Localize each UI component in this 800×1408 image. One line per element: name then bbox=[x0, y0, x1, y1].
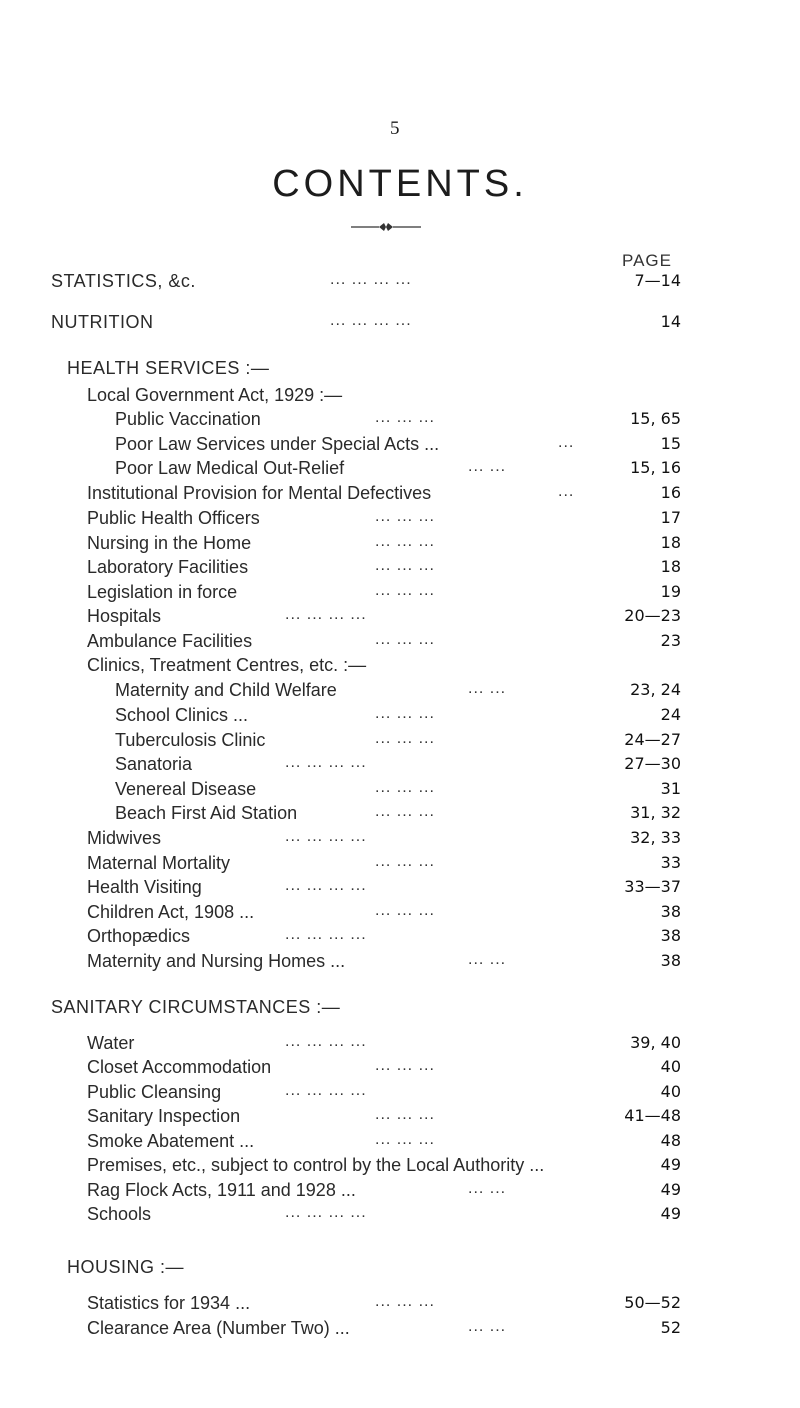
toc-entry-label: Water bbox=[87, 1033, 135, 1053]
leader-dots: ... ... ... ... bbox=[285, 1033, 367, 1050]
toc-entry bbox=[0, 754, 800, 778]
toc-entry-label: Children Act, 1908 ... bbox=[87, 902, 255, 922]
toc-page-ref: 7—14 bbox=[634, 271, 681, 290]
toc-entry bbox=[0, 606, 800, 630]
toc-page-ref: 38 bbox=[660, 951, 681, 970]
leader-dots: ... ... ... bbox=[375, 779, 435, 796]
toc-entry bbox=[0, 655, 800, 679]
toc-entry bbox=[0, 803, 800, 827]
toc-entry bbox=[0, 1318, 800, 1342]
toc-page-ref: 50—52 bbox=[624, 1293, 681, 1312]
toc-entry bbox=[0, 1131, 800, 1155]
leader-dots: ... ... bbox=[468, 1318, 507, 1335]
toc-entry bbox=[0, 853, 800, 877]
leader-dots: ... ... bbox=[468, 458, 507, 475]
leader-dots: ... ... ... ... bbox=[330, 312, 412, 329]
leader-dots: ... ... ... bbox=[375, 557, 435, 574]
toc-page-ref: 49 bbox=[660, 1204, 681, 1223]
leader-dots: ... ... ... ... bbox=[285, 877, 367, 894]
leader-dots: ... ... ... bbox=[375, 582, 435, 599]
toc-entry-label: Maternal Mortality bbox=[87, 853, 231, 873]
toc-section-heading bbox=[0, 358, 800, 382]
toc-page-ref: 23, 24 bbox=[630, 680, 681, 699]
toc-entry bbox=[0, 779, 800, 803]
toc-section-label: HOUSING :— bbox=[67, 1257, 185, 1277]
toc-entry bbox=[0, 582, 800, 606]
toc-page-ref: 27—30 bbox=[624, 754, 681, 773]
leader-dots: ... ... ... bbox=[375, 1131, 435, 1148]
toc-page-ref: 14 bbox=[660, 312, 681, 331]
leader-dots: ... bbox=[558, 434, 575, 451]
toc-entry bbox=[0, 1180, 800, 1204]
toc-entry bbox=[0, 951, 800, 975]
toc-entry-label: Local Government Act, 1929 :— bbox=[87, 385, 343, 405]
leader-dots: ... ... ... ... bbox=[285, 926, 367, 943]
leader-dots: ... ... bbox=[468, 951, 507, 968]
toc-entry-label: Premises, etc., subject to control by the Local Authority ... bbox=[87, 1155, 545, 1175]
toc-entry bbox=[0, 730, 800, 754]
toc-page-ref: 49 bbox=[660, 1180, 681, 1199]
toc-page-ref: 40 bbox=[660, 1057, 681, 1076]
toc-entry-label: Sanatoria bbox=[115, 754, 193, 774]
leader-dots: ... ... bbox=[468, 1180, 507, 1197]
toc-page-ref: 49 bbox=[660, 1155, 681, 1174]
toc-page-ref: 38 bbox=[660, 902, 681, 921]
toc-entry-label: Clinics, Treatment Centres, etc. :— bbox=[87, 655, 367, 675]
toc-entry-label: Public Vaccination bbox=[115, 409, 261, 429]
toc-entry-label: Hospitals bbox=[87, 606, 162, 626]
leader-dots: ... ... ... bbox=[375, 902, 435, 919]
leader-dots: ... ... ... bbox=[375, 1057, 435, 1074]
toc-entry-label: School Clinics ... bbox=[115, 705, 249, 725]
toc-section-heading bbox=[0, 997, 800, 1021]
page-column-header: PAGE bbox=[622, 251, 672, 270]
toc-page-ref: 15, 16 bbox=[630, 458, 681, 477]
toc-section-label: STATISTICS, &c. bbox=[51, 271, 196, 291]
toc-entry-label: Maternity and Nursing Homes ... bbox=[87, 951, 346, 971]
leader-dots: ... ... ... bbox=[375, 508, 435, 525]
leader-dots: ... ... ... bbox=[375, 409, 435, 426]
toc-entry-label: Legislation in force bbox=[87, 582, 238, 602]
toc-page-ref: 32, 33 bbox=[630, 828, 681, 847]
leader-dots: ... ... ... bbox=[375, 1106, 435, 1123]
toc-page-ref: 41—48 bbox=[624, 1106, 681, 1125]
toc-page-ref: 18 bbox=[660, 557, 681, 576]
toc-entry bbox=[0, 902, 800, 926]
toc-page-ref: 38 bbox=[660, 926, 681, 945]
leader-dots: ... ... ... ... bbox=[285, 828, 367, 845]
toc-page-ref: 24 bbox=[660, 705, 681, 724]
leader-dots: ... ... ... bbox=[375, 730, 435, 747]
toc-page-ref: 18 bbox=[660, 533, 681, 552]
page-title: CONTENTS. bbox=[272, 163, 528, 205]
toc-entry bbox=[0, 705, 800, 729]
toc-entry-label: Schools bbox=[87, 1204, 152, 1224]
toc-entry-label: Orthopædics bbox=[87, 926, 191, 946]
leader-dots: ... ... bbox=[468, 680, 507, 697]
divider-ornament bbox=[351, 220, 421, 234]
leader-dots: ... ... ... ... bbox=[330, 271, 412, 288]
toc-section-label: NUTRITION bbox=[51, 312, 154, 332]
toc-entry-label: Midwives bbox=[87, 828, 162, 848]
toc-entry-label: Rag Flock Acts, 1911 and 1928 ... bbox=[87, 1180, 356, 1200]
toc-entry bbox=[0, 1082, 800, 1106]
toc-page-ref: 31 bbox=[660, 779, 681, 798]
toc-entry bbox=[0, 1204, 800, 1228]
toc-page-ref: 31, 32 bbox=[630, 803, 681, 822]
toc-entry bbox=[0, 385, 800, 409]
toc-entry bbox=[0, 271, 800, 295]
toc-entry bbox=[0, 1106, 800, 1130]
toc-entry bbox=[0, 1033, 800, 1057]
toc-page-ref: 15 bbox=[660, 434, 681, 453]
toc-entry bbox=[0, 1155, 800, 1179]
toc-page-ref: 15, 65 bbox=[630, 409, 681, 428]
toc-entry-label: Health Visiting bbox=[87, 877, 202, 897]
toc-page-ref: 40 bbox=[660, 1082, 681, 1101]
leader-dots: ... ... ... ... bbox=[285, 606, 367, 623]
leader-dots: ... ... ... bbox=[375, 803, 435, 820]
toc-entry-label: Beach First Aid Station bbox=[115, 803, 298, 823]
toc-entry bbox=[0, 409, 800, 433]
toc-page-ref: 48 bbox=[660, 1131, 681, 1150]
leader-dots: ... ... ... bbox=[375, 631, 435, 648]
leader-dots: ... ... ... ... bbox=[285, 1082, 367, 1099]
toc-section-label: HEALTH SERVICES :— bbox=[67, 358, 270, 378]
toc-entry bbox=[0, 533, 800, 557]
toc-entry bbox=[0, 557, 800, 581]
toc-page-ref: 33—37 bbox=[624, 877, 681, 896]
toc-entry-label: Institutional Provision for Mental Defectives bbox=[87, 483, 432, 503]
toc-section-heading bbox=[0, 1257, 800, 1281]
toc-page-ref: 52 bbox=[660, 1318, 681, 1337]
toc-entry bbox=[0, 828, 800, 852]
toc-section-label: SANITARY CIRCUMSTANCES :— bbox=[51, 997, 341, 1017]
toc-entry bbox=[0, 508, 800, 532]
toc-entry-label: Maternity and Child Welfare bbox=[115, 680, 337, 700]
toc-entry bbox=[0, 1293, 800, 1317]
toc-page-ref: 20—23 bbox=[624, 606, 681, 625]
toc-page-ref: 17 bbox=[660, 508, 681, 527]
toc-entry-label: Tuberculosis Clinic bbox=[115, 730, 266, 750]
leader-dots: ... ... ... ... bbox=[285, 754, 367, 771]
toc-entry-label: Public Cleansing bbox=[87, 1082, 222, 1102]
toc-entry-label: Poor Law Medical Out-Relief bbox=[115, 458, 345, 478]
toc-entry bbox=[0, 312, 800, 336]
leader-dots: ... ... ... bbox=[375, 533, 435, 550]
toc-page-ref: 24—27 bbox=[624, 730, 681, 749]
page-number: 5 bbox=[390, 118, 400, 139]
toc-entry-label: Clearance Area (Number Two) ... bbox=[87, 1318, 350, 1338]
toc-entry-label: Sanitary Inspection bbox=[87, 1106, 241, 1126]
leader-dots: ... ... ... ... bbox=[285, 1204, 367, 1221]
toc-entry-label: Statistics for 1934 ... bbox=[87, 1293, 251, 1313]
toc-page-ref: 33 bbox=[660, 853, 681, 872]
toc-entry-label: Venereal Disease bbox=[115, 779, 257, 799]
toc-page-ref: 39, 40 bbox=[630, 1033, 681, 1052]
toc-page-ref: 16 bbox=[660, 483, 681, 502]
toc-entry-label: Public Health Officers bbox=[87, 508, 260, 528]
leader-dots: ... bbox=[558, 483, 575, 500]
toc-entry bbox=[0, 1057, 800, 1081]
leader-dots: ... ... ... bbox=[375, 1293, 435, 1310]
toc-page-ref: 23 bbox=[660, 631, 681, 650]
toc-entry-label: Laboratory Facilities bbox=[87, 557, 249, 577]
leader-dots: ... ... ... bbox=[375, 705, 435, 722]
toc-entry bbox=[0, 631, 800, 655]
toc-page-ref: 19 bbox=[660, 582, 681, 601]
toc-entry-label: Poor Law Services under Special Acts ... bbox=[115, 434, 440, 454]
toc-entry-label: Closet Accommodation bbox=[87, 1057, 272, 1077]
leader-dots: ... ... ... bbox=[375, 853, 435, 870]
toc-entry bbox=[0, 680, 800, 704]
toc-entry-label: Nursing in the Home bbox=[87, 533, 252, 553]
toc-entry bbox=[0, 877, 800, 901]
toc-entry-label: Ambulance Facilities bbox=[87, 631, 253, 651]
toc-entry bbox=[0, 434, 800, 458]
toc-entry bbox=[0, 483, 800, 507]
toc-entry-label: Smoke Abatement ... bbox=[87, 1131, 255, 1151]
toc-entry bbox=[0, 458, 800, 482]
toc-entry bbox=[0, 926, 800, 950]
